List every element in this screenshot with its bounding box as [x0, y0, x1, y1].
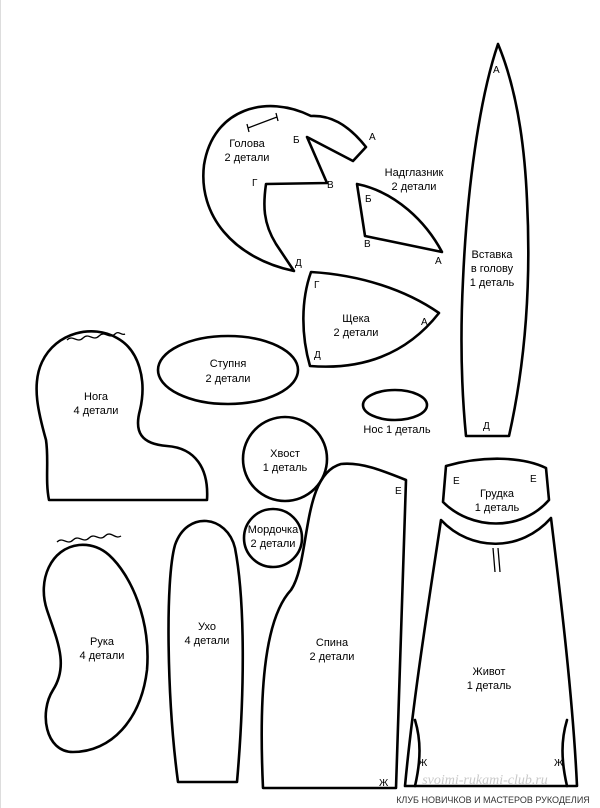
chest-marker-e-left: Е — [453, 476, 460, 487]
head-insert-name-2: в голову — [470, 263, 514, 275]
brow-count: 2 детали — [391, 181, 437, 193]
muzzle-name: Мордочка — [247, 524, 299, 536]
belly-count: 1 деталь — [466, 680, 512, 692]
chest-marker-e-right: Е — [530, 474, 537, 485]
ear-count: 4 детали — [184, 635, 230, 647]
foot-sole-piece — [158, 336, 298, 404]
foot-sole-name: Ступня — [209, 358, 247, 370]
back-marker-e: Е — [395, 486, 402, 497]
brow-piece — [357, 167, 444, 267]
cheek-marker-g: Г — [314, 280, 320, 291]
head-count: 2 детали — [224, 152, 270, 164]
nose-name: Нос 1 деталь — [363, 424, 431, 436]
head-marker-d: Д — [295, 258, 302, 269]
head-insert-piece — [462, 44, 529, 436]
foot-sole-count: 2 детали — [205, 373, 251, 385]
belly-piece — [405, 518, 577, 786]
chest-count: 1 деталь — [474, 502, 520, 514]
leg-count: 4 детали — [73, 405, 119, 417]
belly-name: Живот — [472, 666, 506, 678]
chest-piece — [443, 459, 549, 524]
ear-piece — [169, 521, 243, 782]
muzzle-count: 2 детали — [250, 538, 296, 550]
head-name: Голова — [229, 138, 265, 150]
ear-name: Ухо — [198, 621, 216, 633]
head-insert-marker-d: Д — [483, 421, 490, 432]
nose-piece — [363, 390, 431, 436]
leg-piece — [37, 331, 208, 500]
arm-piece — [44, 534, 148, 752]
back-marker-zh: Ж — [379, 778, 389, 789]
head-piece — [203, 106, 376, 271]
cheek-marker-d: Д — [314, 350, 321, 361]
cheek-marker-a: А — [421, 317, 428, 328]
head-insert-name: Вставка — [471, 249, 513, 261]
cheek-piece — [303, 272, 439, 367]
head-insert-count: 1 деталь — [469, 277, 515, 289]
watermark — [396, 773, 590, 805]
brow-name: Надглазник — [384, 167, 444, 179]
tail-count: 1 деталь — [262, 462, 308, 474]
head-marker-b: Б — [293, 135, 300, 146]
cheek-count: 2 детали — [333, 327, 379, 339]
chest-name: Грудка — [479, 488, 515, 500]
arm-count: 4 детали — [79, 650, 125, 662]
back-count: 2 детали — [309, 651, 355, 663]
muzzle-piece — [244, 509, 302, 567]
tail-name: Хвост — [270, 448, 300, 460]
belly-marker-zh-left: Ж — [418, 758, 428, 769]
brow-marker-a: А — [435, 256, 442, 267]
head-insert-marker-a: А — [493, 65, 500, 76]
leg-name: Нога — [84, 391, 108, 403]
cheek-name: Щека — [342, 313, 370, 325]
head-marker-g: Г — [252, 178, 258, 189]
brow-marker-b: Б — [365, 194, 372, 205]
back-piece — [262, 464, 406, 789]
watermark-url: svoimi-rukami-club.ru — [422, 773, 548, 788]
back-name: Спина — [315, 637, 349, 649]
pattern-drawing — [1, 0, 600, 808]
arm-name: Рука — [89, 636, 115, 648]
head-marker-a: А — [369, 132, 376, 143]
head-marker-v: В — [327, 180, 334, 191]
brow-marker-v: В — [364, 239, 371, 250]
belly-marker-zh-right: Ж — [554, 758, 564, 769]
watermark-caption: КЛУБ НОВИЧКОВ И МАСТЕРОВ РУКОДЕЛИЯ — [396, 795, 590, 805]
tail-piece — [243, 417, 327, 501]
